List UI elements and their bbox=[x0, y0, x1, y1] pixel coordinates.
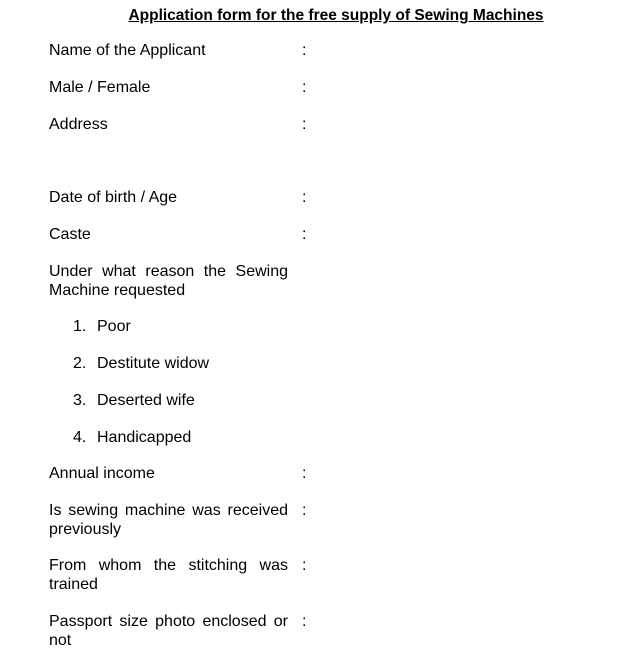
reason-number: 3. bbox=[73, 392, 87, 409]
field-colon-gender: : bbox=[302, 79, 307, 96]
field-colon-annual-income: : bbox=[302, 465, 307, 482]
reason-label: Handicapped bbox=[97, 429, 192, 446]
field-colon-caste: : bbox=[302, 226, 307, 243]
reason-number: 4. bbox=[73, 429, 87, 446]
reason-label: Poor bbox=[97, 318, 131, 335]
field-label-photo-enclosed: Passport size photo enclosed or not bbox=[49, 613, 288, 649]
field-label-applicant-name: Name of the Applicant bbox=[49, 42, 206, 59]
reason-option-deserted-wife bbox=[73, 392, 195, 411]
reason-option-destitute-widow bbox=[73, 355, 209, 374]
reason-option-handicapped bbox=[73, 429, 191, 448]
field-label-annual-income: Annual income bbox=[49, 465, 155, 482]
field-label-gender: Male / Female bbox=[49, 79, 151, 96]
field-colon-address: : bbox=[302, 116, 307, 133]
field-label-caste: Caste bbox=[49, 226, 91, 243]
reason-label: Destitute widow bbox=[97, 355, 210, 372]
reason-label: Deserted wife bbox=[97, 392, 195, 409]
field-label-received-previously: Is sewing machine was received previously bbox=[49, 502, 288, 538]
field-colon-trained-by: : bbox=[302, 557, 307, 574]
reason-number: 1. bbox=[73, 318, 87, 335]
field-colon-received-previously: : bbox=[302, 502, 307, 519]
field-label-reason: Under what reason the Sewing Machine requested bbox=[49, 263, 288, 299]
field-label-address: Address bbox=[49, 116, 108, 133]
reason-number: 2. bbox=[73, 355, 87, 372]
field-colon-photo-enclosed: : bbox=[302, 613, 307, 630]
reason-option-poor bbox=[73, 318, 131, 337]
field-label-trained-by: From whom the stitching was trained bbox=[49, 557, 288, 593]
field-colon-applicant-name: : bbox=[302, 42, 307, 59]
field-colon-dob-age: : bbox=[302, 189, 307, 206]
field-label-dob-age: Date of birth / Age bbox=[49, 189, 178, 206]
form-title: Application form for the free supply of Sewing Machines bbox=[128, 7, 544, 24]
